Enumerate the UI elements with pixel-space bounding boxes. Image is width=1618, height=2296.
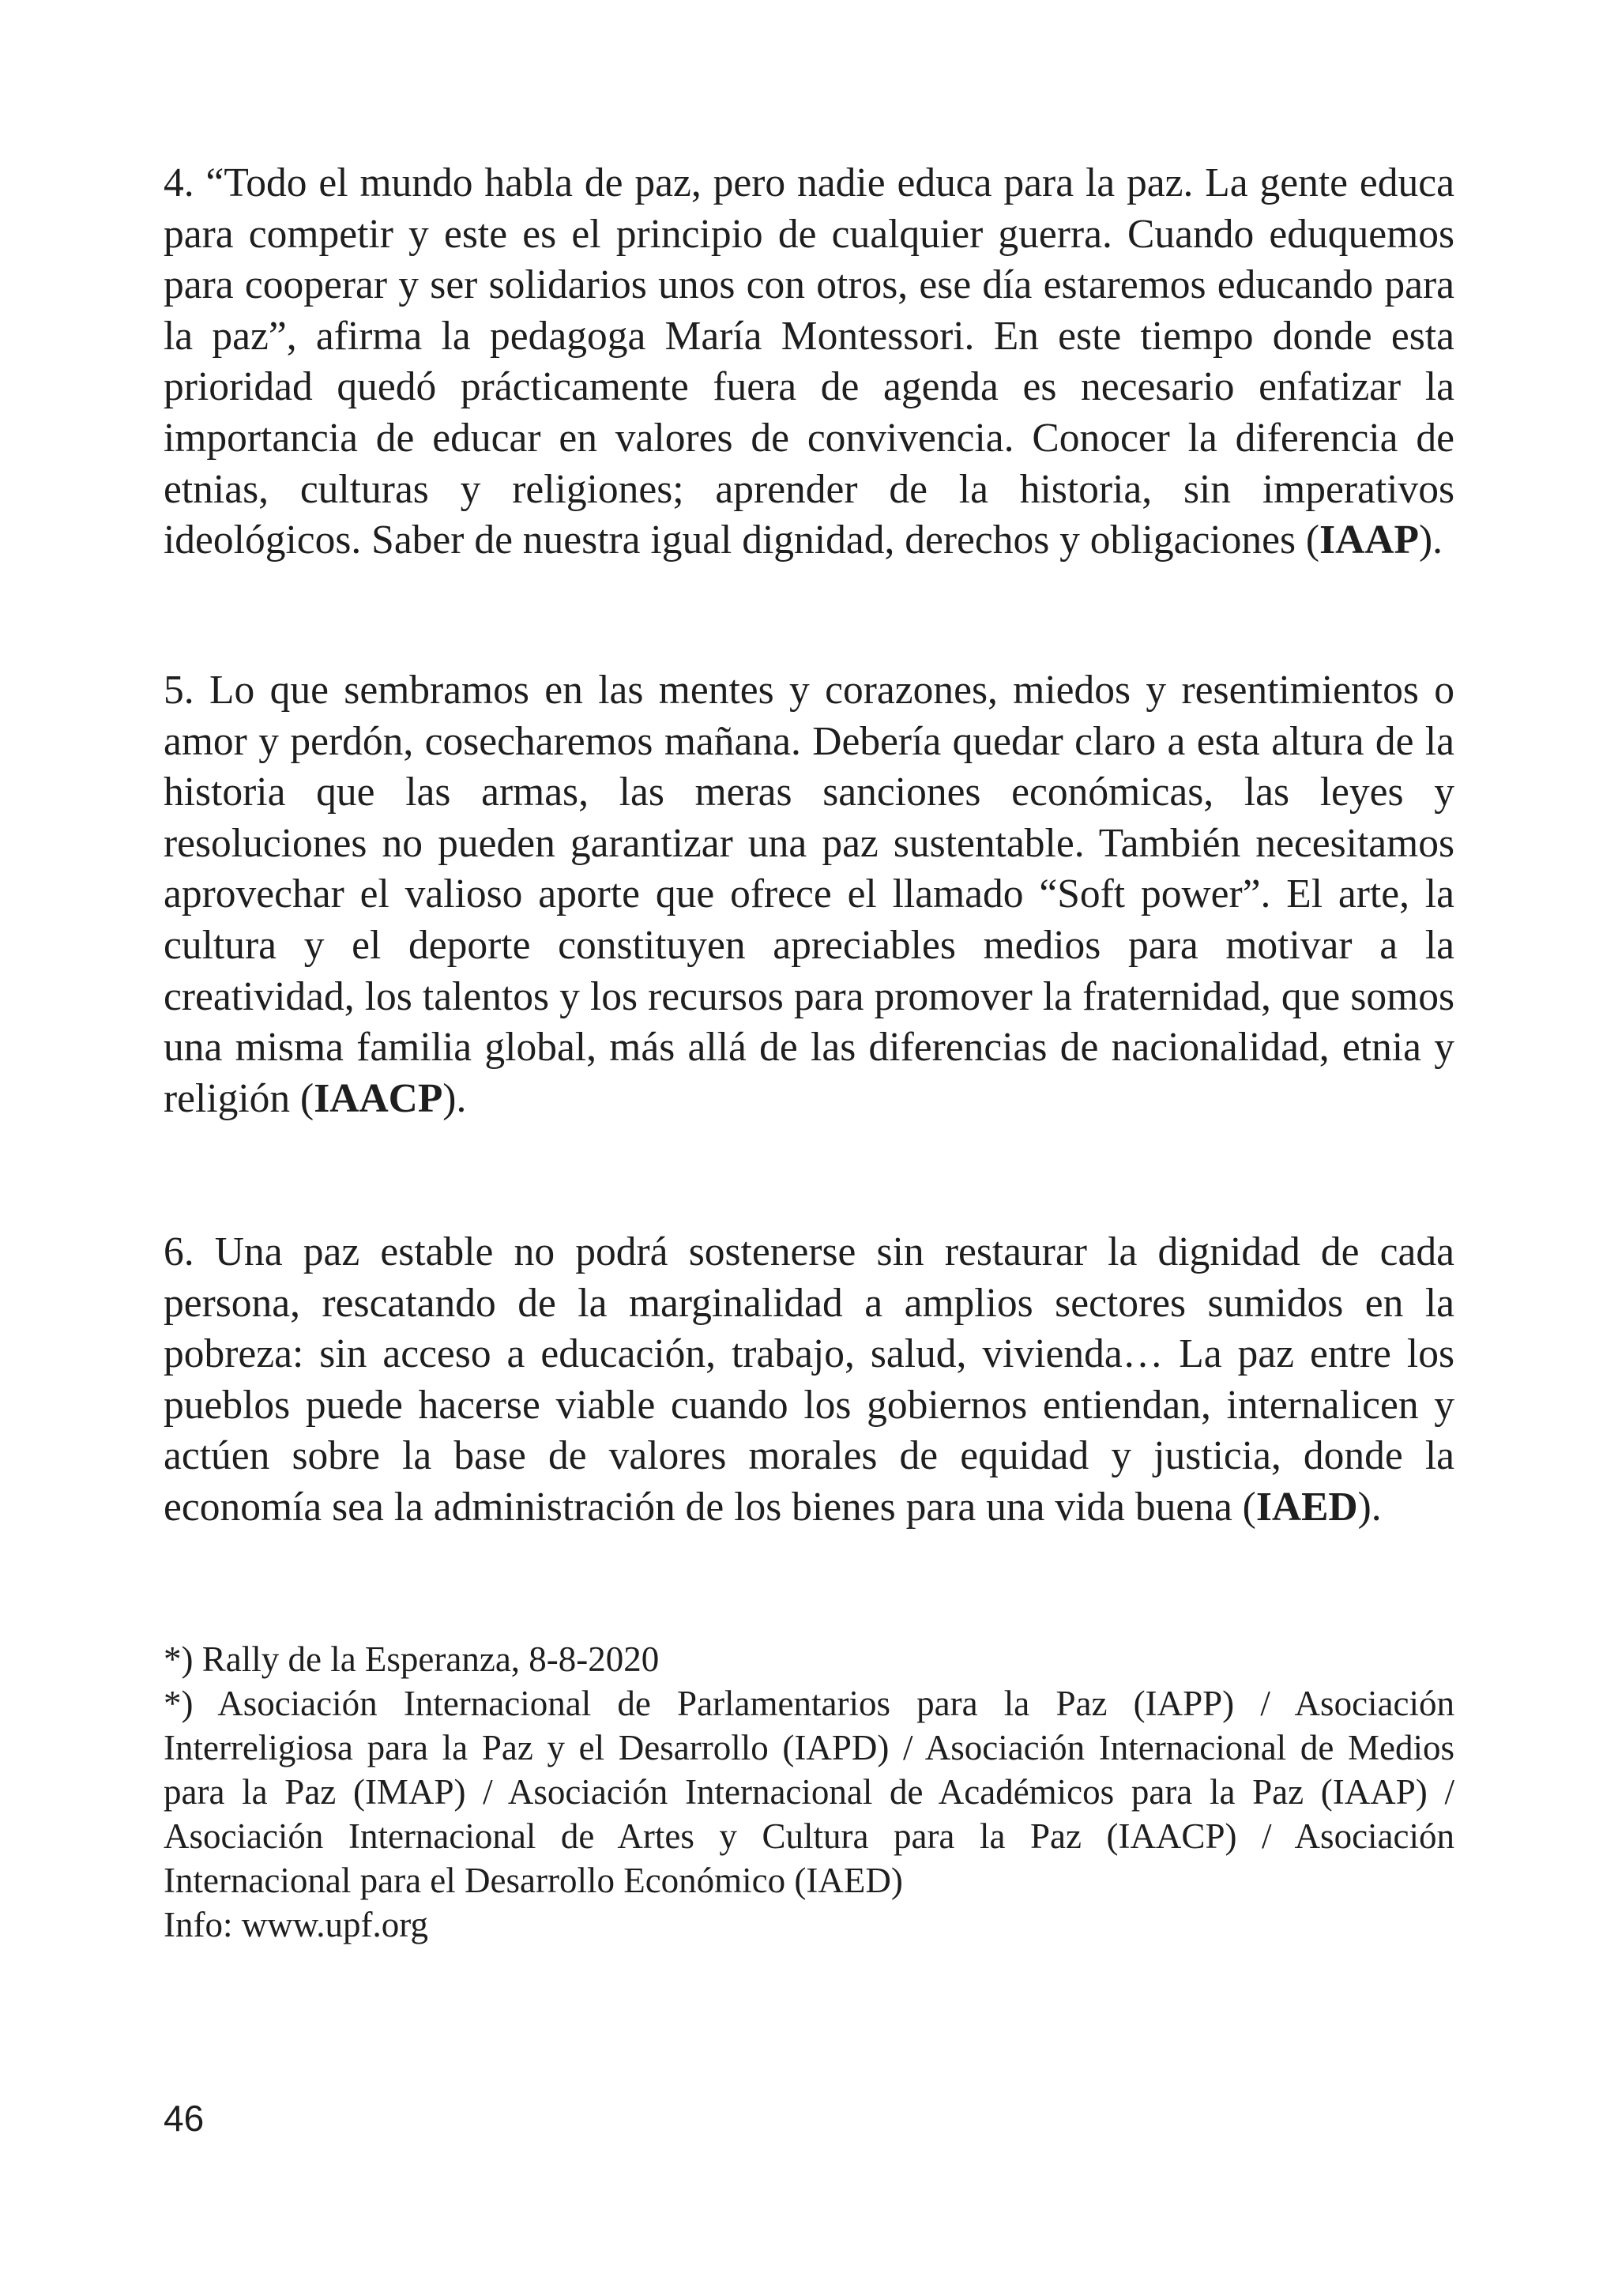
paragraph-6-text: 6. Una paz estable no podrá sostenerse sin restaurar la dignidad de cada persona, rescatando de la marginalidad a amplios sectores sumidos en la pobreza: sin acceso a educación, trabajo, salud, vivienda… La paz entre los pueblos puede hacerse viable cuando los gobiernos entiendan, internalicen y actúen sobre la base de valores morales de equidad y justicia, donde la economía sea la administración de los bienes para una vida buena ( <box>164 1229 1454 1530</box>
footnotes <box>164 1637 1454 1947</box>
footnote-rally: *) Rally de la Esperanza, 8-8-2020 <box>164 1639 660 1679</box>
paragraph-6-acronym: IAED <box>1255 1484 1358 1530</box>
paragraph-4-end: ). <box>1418 518 1443 563</box>
paragraph-4 <box>164 158 1454 566</box>
paragraph-4-acronym: IAAP <box>1319 518 1419 563</box>
paragraph-5-text: 5. Lo que sembramos en las mentes y corazones, miedos y resentimientos o amor y perdón, cosecharemos mañana. Debería quedar claro a esta altura de la historia que las armas, las meras sanciones económicas, las leyes y resoluciones no pueden garantizar una paz sustentable. También necesitamos aprovechar el valioso aporte que ofrece el llamado “Soft power”. El arte, la cultura y el deporte constituyen apreciables medios para motivar a la creatividad, los talentos y los recursos para promover la fraternidad, que somos una misma familia global, más allá de las diferencias de nacionalidad, etnia y religión ( <box>164 668 1454 1121</box>
paragraph-5-acronym: IAACP <box>314 1075 443 1121</box>
footnote-associations: *) Asociación Internacional de Parlamentarios para la Paz (IAPP) / Asociación Interreligiosa para la Paz y el Desarrollo (IAPD) / Asociación Internacional de Medios para la Paz (IMAP) / Asociación Internacional de Académicos para la Paz (IAAP) / Asociación Internacional de Artes y Cultura para la Paz (IAACP) / Asociación Internacional para el Desarrollo Económico (IAED) <box>164 1684 1454 1900</box>
page-number: 46 <box>164 2098 205 2139</box>
paragraph-4-text: 4. “Todo el mundo habla de paz, pero nadie educa para la paz. La gente educa para competir y este es el principio de cualquier guerra. Cuando eduquemos para cooperar y ser solidarios unos con otros, ese día estaremos educando para la paz”, afirma la pedagoga María Montessori. En este tiempo donde esta prioridad quedó prácticamente fuera de agenda es necesario enfatizar la importancia de educar en valores de convivencia. Conocer la diferencia de etnias, culturas y religiones; aprender de la historia, sin imperativos ideológicos. Saber de nuestra igual dignidad, derechos y obligaciones ( <box>164 160 1454 563</box>
paragraph-5 <box>164 665 1454 1124</box>
paragraph-5-end: ). <box>442 1075 467 1121</box>
paragraph-6 <box>164 1227 1454 1534</box>
footnote-info: Info: www.upf.org <box>164 1905 428 1944</box>
paragraph-6-end: ). <box>1357 1484 1382 1530</box>
